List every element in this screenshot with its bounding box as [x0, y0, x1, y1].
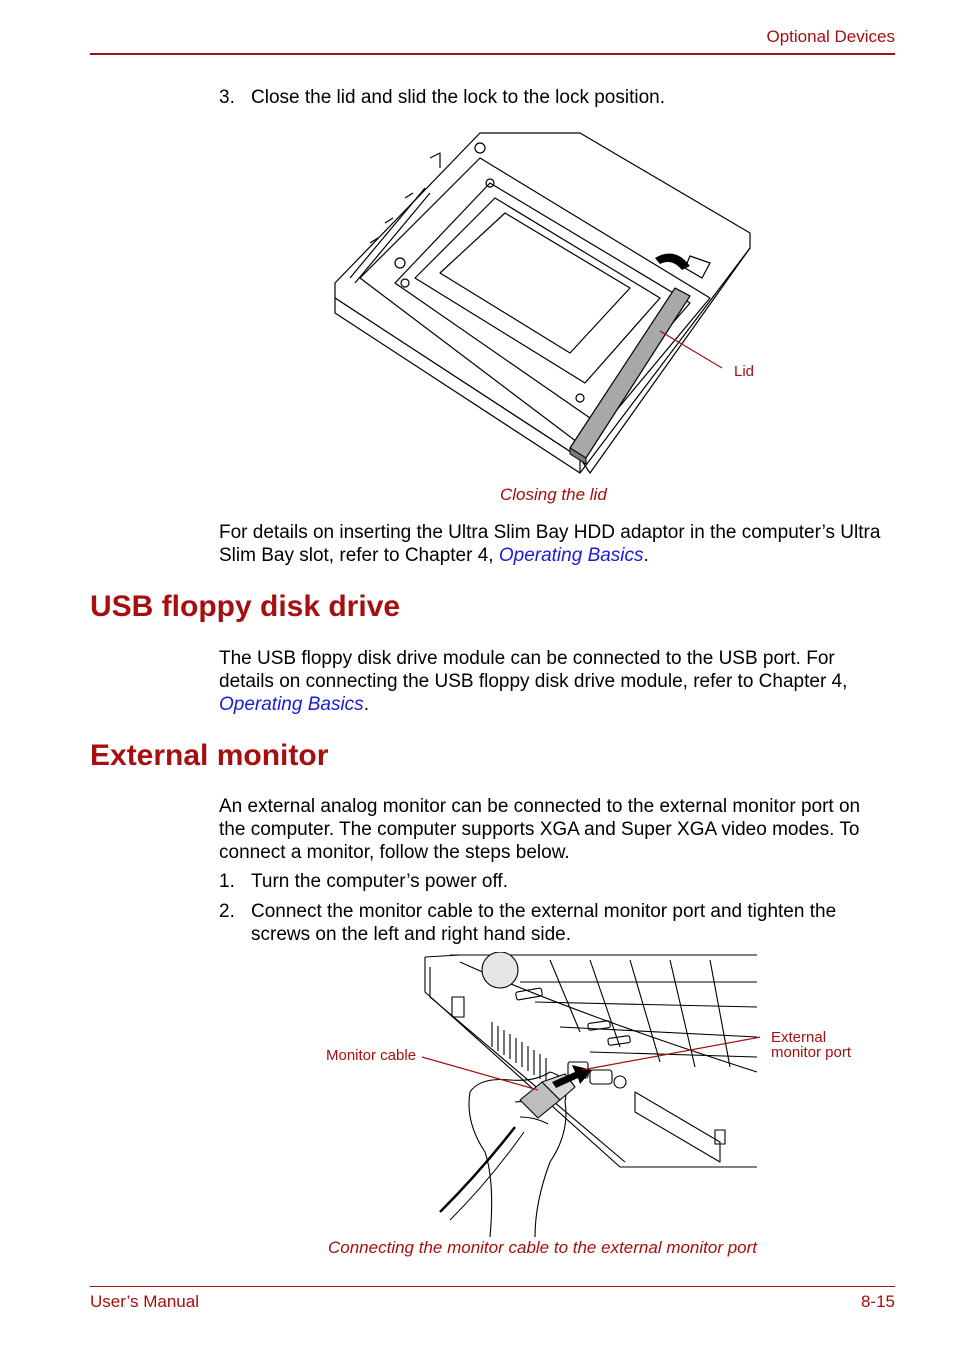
- header-rule: [90, 53, 895, 55]
- external-port-label: [771, 1030, 851, 1060]
- step-number: 3.: [219, 87, 235, 108]
- step-2: [219, 900, 889, 946]
- footer-manual-title: User’s Manual: [90, 1292, 199, 1311]
- external-port-label-line2: monitor port: [771, 1044, 852, 1061]
- step-text: Turn the computer’s power off.: [251, 871, 508, 892]
- paragraph: [219, 647, 889, 716]
- step-number: 2.: [219, 901, 235, 922]
- step-text: Close the lid and slid the lock to the lock position.: [251, 87, 666, 108]
- paragraph-end: .: [363, 694, 369, 715]
- chapter-link[interactable]: Operating Basics: [219, 694, 364, 715]
- paragraph-text: For details on inserting the Ultra Slim Bay HDD adaptor in the computer’s Ultra Slim Bay slot, refer to Chapter 4,: [219, 522, 881, 566]
- paragraph-text: The USB floppy disk drive module can be connected to the USB port. For details on connecting the USB floppy disk drive module, refer to Chapter 4,: [219, 648, 848, 692]
- running-header: Optional Devices: [766, 27, 895, 46]
- figure-caption: Closing the lid: [500, 485, 607, 504]
- paragraph: [219, 521, 889, 567]
- page-number: 8-15: [860, 1292, 895, 1311]
- monitor-connection-illustration: [320, 952, 760, 1242]
- chapter-link[interactable]: Operating Basics: [498, 545, 644, 566]
- external-port-label-line1: External: [771, 1029, 827, 1046]
- step-text: Connect the monitor cable to the external monitor port and tighten the screws on the left and right hand side.: [251, 901, 837, 945]
- footer-rule: [90, 1286, 895, 1287]
- paragraph: An external analog monitor can be connected to the external monitor port on the computer. The computer supports XGA and Super XGA video modes. To connect a monitor, follow the steps below.: [219, 796, 861, 863]
- paragraph-end: .: [643, 545, 649, 566]
- step-1: [219, 870, 889, 893]
- hdd-adaptor-illustration: [330, 128, 760, 478]
- section-heading: USB floppy disk drive: [90, 590, 401, 623]
- figure-caption: Connecting the monitor cable to the external monitor port: [328, 1238, 758, 1257]
- section-heading: External monitor: [90, 739, 329, 772]
- lid-label: Lid: [734, 363, 755, 380]
- monitor-cable-label: Monitor cable: [326, 1047, 417, 1064]
- step-number: 1.: [219, 871, 235, 892]
- step-3: [219, 86, 889, 109]
